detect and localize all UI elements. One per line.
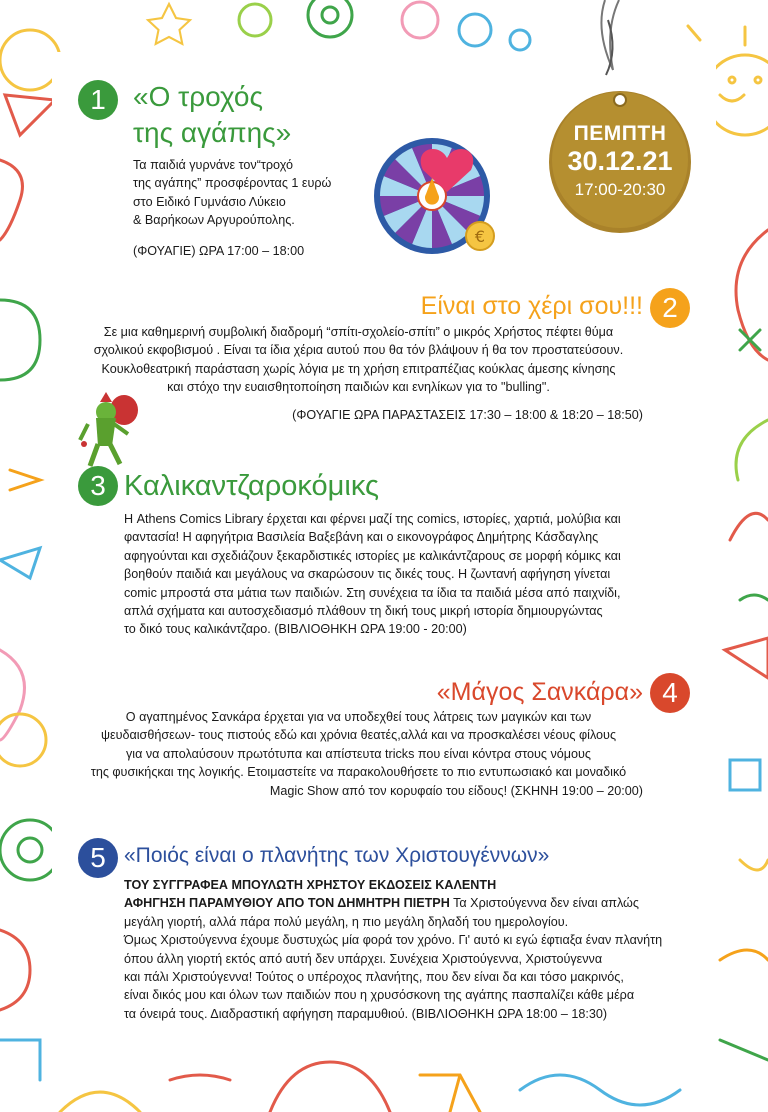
event-1-title-line1: «Ο τροχός	[133, 81, 263, 112]
event-2-title: Είναι στο χέρι σου!!!	[420, 292, 643, 320]
event-1-body-line: & Βαρήκοων Αργυρούπολης.	[133, 213, 295, 228]
event-4-title: «Μάγος Σανκάρα»	[436, 678, 643, 706]
event-3-body-line: βοηθούν παιδιά και μεγάλους να σκαρώσουν τις δικές τους. Η ζωντανή αφήγηση γίνεται	[124, 567, 611, 582]
event-5-body-line: μεγάλη γιορτή, αλλά πάρα πολύ μεγάλη, η πιο μεγάλη δηλαδή του ημερολογίου.	[124, 914, 569, 929]
event-3-title: Καλικαντζαροκόμικς	[124, 470, 379, 502]
event-2-body	[62, 323, 655, 397]
event-5-body-text: Τα Χριστούγεννα δεν είναι απλώς	[449, 896, 639, 911]
event-4-body-line: Magic Show από τον κορυφαίο του είδους! (ΣΚΗΝΗ 19:00 – 20:00)	[269, 783, 643, 798]
event-2-body-line: και στόχο την ευαισθητοποίηση παιδιών και ενηλίκων για το "bulling".	[167, 380, 550, 395]
event-5-body-line: είναι δικός μου και όλων των παιδιών που η χρυσόσκονη της αγάπης πασπαλίζει κάθε μέρα	[124, 988, 635, 1003]
wheel-of-love-illustration	[372, 118, 502, 258]
tag-date: 30.12.21	[567, 146, 673, 176]
event-3-body-line: αφηγούνται και σχεδιάζουν ξεκαρδιστικές ιστορίες με καλικάντζαρους σε μορφή κόμικς και	[124, 548, 621, 563]
event-5-body-line	[124, 894, 684, 912]
event-3-body-line: το δικό τους καλικάντζαρο. (ΒΙΒΛΙΟΘΗΚΗ ΩΡΑ 19:00 - 20:00)	[124, 622, 467, 637]
event-2-body-line: Σε μια καθημερινή συμβολική διαδρομή “σπίτι-σχολείο-σπίτι” ο μικρός Χρήστος πέφτει θύμα	[103, 325, 614, 339]
event-5-body-line: τα όνειρά τους. Διαδραστική αφήγηση παραμυθιού. (ΒΙΒΛΙΟΘΗΚΗ ΩΡΑ 18:00 – 18:30)	[124, 1006, 608, 1021]
event-5-narrator: ΑΦΗΓΗΣΗ ΠΑΡΑΜΥΘΙΟΥ ΑΠΟ ΤΟΝ ΔΗΜΗΤΡΗ ΠΙΕΤΡΗ	[124, 896, 450, 911]
event-1-body-line: Τα παιδιά γυρνάνε τον“τροχό	[133, 158, 293, 172]
event-5-body-line: και πάλι Χριστούγεννα! Τούτος ο υπέροχος πλανήτης, που δεν είναι δα και τόσο μακρινός,	[124, 970, 624, 985]
event-4-body-line: Ο αγαπημένος Σανκάρα έρχεται για να υποδεχθεί τους λάτρεις των μαγικών και των	[125, 710, 592, 724]
svg-text:€: €	[474, 227, 486, 246]
event-3-body-line: comic μπροστά στα μάτια των παιδιών. Στη συνέχεια τα ίδια τα παιδιά μέσα από παιχνίδι,	[124, 585, 621, 600]
event-2-schedule-note: (ΦΟΥΑΓΙΕ ΩΡΑ ΠΑΡΑΣΤΑΣΕΙΣ 17:30 – 18:00 & 18:20 – 18:50)	[292, 408, 643, 422]
event-5-author-line: ΤΟΥ ΣΥΓΓΡΑΦΕΑ ΜΠΟΥΛΩΤΗ ΧΡΗΣΤΟΥ ΕΚΔΟΣΕΙΣ ΚΑΛΕΝΤΗ	[124, 878, 497, 892]
event-1-schedule-note: (ΦΟΥΑΓΙΕ) ΩΡΑ 17:00 – 18:00	[133, 244, 305, 258]
event-1-number-badge: 1	[78, 80, 118, 120]
event-2-body-line: σχολικού εκφοβισμού . Είναι τα ίδια χέρια αυτού που θα τόν βλάψουν ή θα τον προστατεύσουν.	[93, 343, 624, 358]
event-4-body-line: ψευδαισθήσεων- τους πιστούς εδώ και χρόνια θεατές,αλλά και να προσκαλέσει νέους φίλους	[100, 728, 617, 743]
event-3-number-badge: 3	[78, 466, 118, 506]
event-4-body-line: για να απολαύσουν πρωτότυπα και απίστευτα tricks που είναι κόντρα στους νόμους	[126, 746, 591, 761]
tag-day: ΠΕΜΠΤΗ	[573, 122, 667, 145]
event-1-body-line: στο Ειδικό Γυμνάσιο Λύκειο	[133, 194, 286, 209]
event-4-body-line: της φυσικήςκαι της λογικής. Ετοιμαστείτε να παρακολουθήσετε το πιο εντυπωσιακό και μοναδικό	[90, 765, 627, 780]
event-2-body-line: Κουκλοθεατρική παράσταση χωρίς λόγια με τη χρήση επιτραπέζιας κούκλας άμεσης κίνησης	[101, 361, 616, 376]
event-5-body	[124, 876, 684, 1023]
event-5-title: «Ποιός είναι ο πλανήτης των Χριστουγέννων»	[124, 844, 550, 867]
event-4-number-badge: 4	[650, 673, 690, 713]
event-3-body-line: απλά σχήματα και αυτοσχεδιασμό πλάθουν τη δική τους μικρή ιστορία δημιουργώντας	[124, 604, 603, 619]
event-4-body	[62, 708, 655, 800]
event-3-body-line: φαντασία! Η αφηγήτρια Βασιλεία Βαξεβάνη και ο εικονογράφος Δημήτρης Κάσδαγλης	[124, 530, 599, 545]
event-3-body	[124, 510, 684, 639]
event-1-title-line2: της αγάπης»	[133, 117, 292, 148]
event-5-body-line: όπου άλλη γιορτή εκτός από αυτή δεν υπάρχει. Συνέχεια Χριστούγεννα, Χριστούγεννα	[124, 951, 603, 966]
event-1-body-line: της αγάπης” προσφέροντας 1 ευρώ	[133, 176, 332, 191]
tag-time: 17:00-20:30	[574, 180, 666, 199]
event-2-number-badge: 2	[650, 288, 690, 328]
event-1-body	[133, 156, 373, 230]
event-5-body-line: Όμως Χριστούγεννα έχουμε δυστυχώς μία φορά τον χρόνο. Γι' αυτό κι εγώ έφτιαξα έναν πλανήτη	[124, 933, 663, 948]
event-5-number-badge: 5	[78, 838, 118, 878]
grinch-illustration	[76, 390, 151, 475]
event-3-body-line: Η Athens Comics Library έρχεται και φέρνει μαζί της comics, ιστορίες, χαρτιά, μολύβια και	[124, 512, 621, 526]
date-tag-graphic	[520, 0, 730, 240]
